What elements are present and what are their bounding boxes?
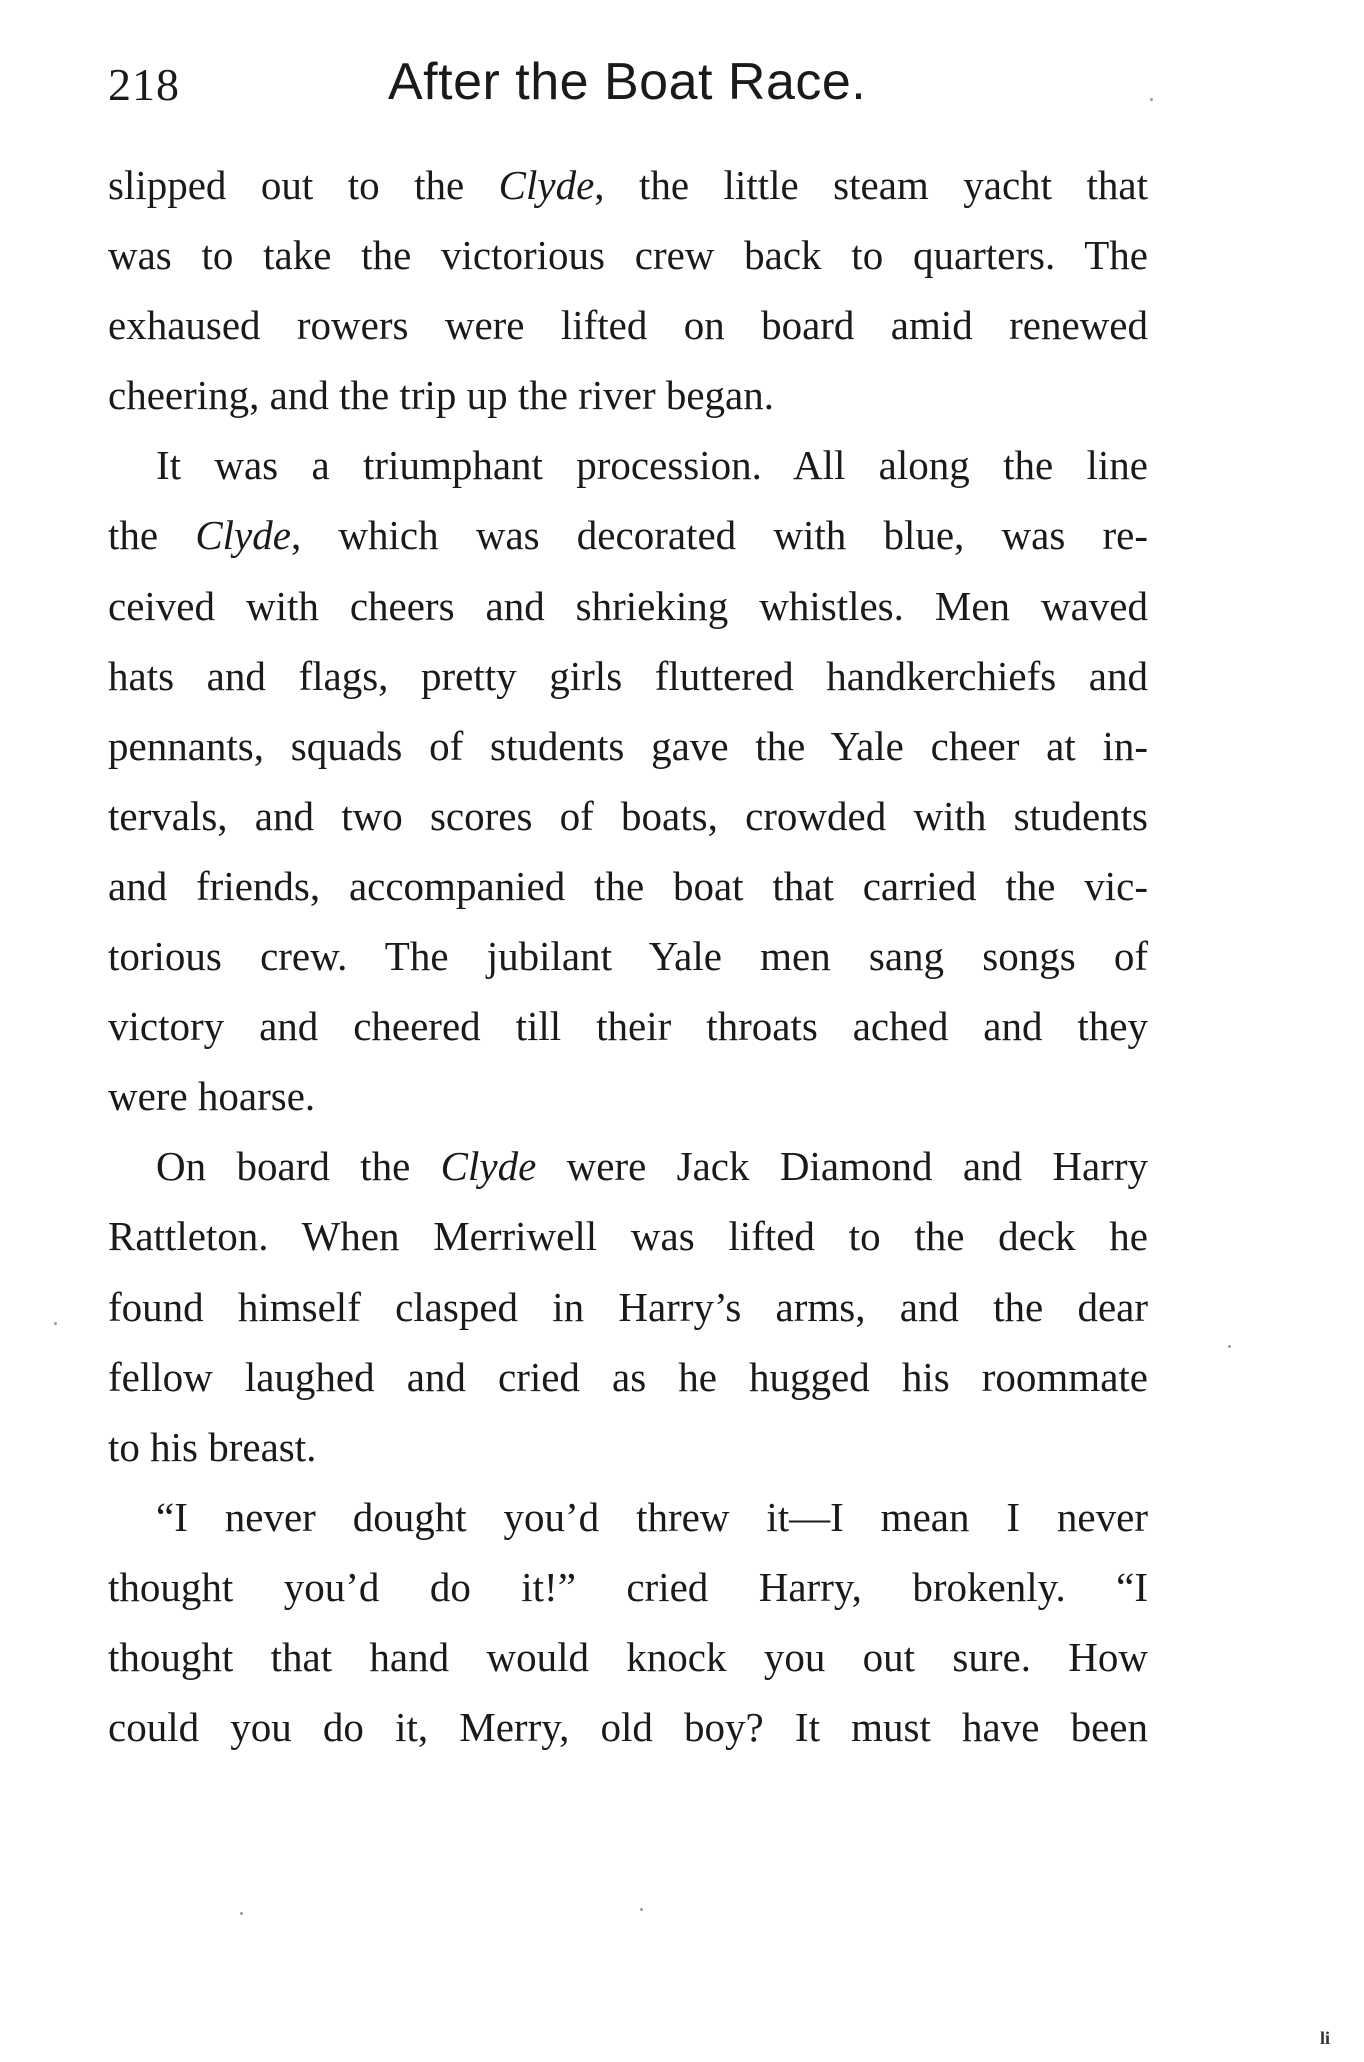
text-line: exhaused rowers were lifted on board amid renewed [108, 302, 1148, 349]
paragraph-3 [108, 1131, 1148, 1481]
text-line: thought you’d do it!” cried Harry, brokenly. “I [108, 1563, 1148, 1610]
text-line: hats and flags, pretty girls fluttered handkerchiefs and [108, 652, 1148, 699]
text-line: to his breast. [108, 1423, 317, 1470]
ship-name: Clyde [195, 512, 291, 559]
text-line: torious crew. The jubilant Yale men sang songs of [108, 933, 1148, 980]
paragraph-1 [108, 150, 1148, 430]
text-line: ceived with cheers and shrieking whistles. Men waved [108, 582, 1148, 629]
text-line: were hoarse. [108, 1073, 316, 1120]
text-line: victory and cheered till their throats ached and they [108, 1003, 1148, 1050]
running-title: After the Boat Race. [388, 53, 867, 111]
text-line: It was a triumphant procession. All along the line [156, 442, 1148, 489]
text-line: the Clyde, which was decorated with blue, was re- [108, 512, 1148, 559]
text-line: fellow laughed and cried as he hugged his roommate [108, 1353, 1148, 1400]
corner-mark: li [1320, 2028, 1331, 2048]
paragraph-4 [108, 1482, 1148, 1762]
text-line: “I never dought you’d threw it—I mean I never [156, 1493, 1148, 1540]
paper-speck [1228, 1345, 1231, 1348]
text-line: tervals, and two scores of boats, crowded with students [108, 792, 1148, 839]
paragraph-2 [108, 430, 1148, 1131]
text-line: cheering, and the trip up the river began. [108, 372, 774, 419]
body-text [108, 150, 1148, 1762]
text-line: was to take the victorious crew back to quarters. The [108, 232, 1148, 279]
ship-name: Clyde [498, 162, 595, 208]
paper-speck [54, 1322, 57, 1325]
text-line: On board the Clyde were Jack Diamond and Harry [156, 1143, 1148, 1190]
running-head [108, 48, 1148, 128]
text-line: Rattleton. When Merriwell was lifted to the deck he [108, 1213, 1148, 1260]
text-line: pennants, squads of students gave the Yale cheer at in- [108, 722, 1148, 769]
text-line: and friends, accompanied the boat that carried the vic- [108, 862, 1148, 909]
text-line: slipped out to the Clyde, the little steam yacht that [108, 162, 1148, 208]
paper-speck [1150, 98, 1153, 101]
text-line: could you do it, Merry, old boy? It must have been [108, 1704, 1148, 1751]
paper-speck [240, 1912, 243, 1915]
paper-speck [640, 1908, 643, 1911]
ship-name: Clyde [440, 1143, 537, 1190]
text-line: thought that hand would knock you out sure. How [108, 1633, 1148, 1680]
text-line: found himself clasped in Harry’s arms, and the dear [108, 1283, 1148, 1330]
page-number: 218 [108, 59, 180, 110]
